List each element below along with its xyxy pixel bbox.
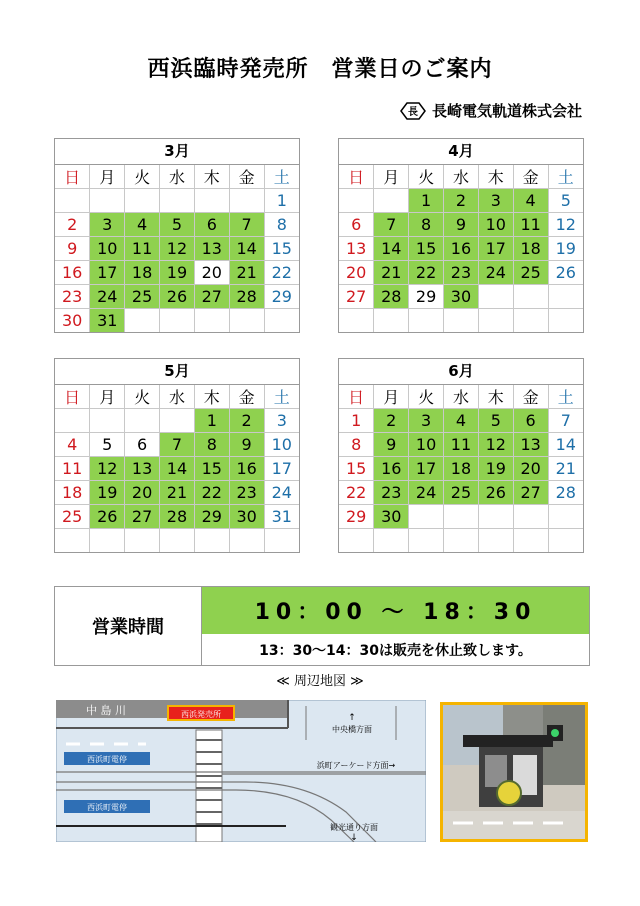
calendar-empty-cell [55,189,90,213]
calendar-empty-cell [264,529,299,553]
calendar-day: 21 [548,457,583,481]
calendar-day: 23 [55,285,90,309]
business-hours-label: 営業時間 [55,587,202,665]
calendar-empty-cell [90,529,125,553]
calendar-day: 29 [264,285,299,309]
calendar-empty-cell [513,529,548,553]
calendar-june [338,358,584,553]
calendar-empty-cell [513,285,548,309]
calendar-empty-cell [548,285,583,309]
calendar-day: 18 [513,237,548,261]
calendar-empty-cell [374,309,409,333]
calendar-empty-cell [160,409,195,433]
calendar-empty-cell [444,309,479,333]
calendar-day: 8 [264,213,299,237]
weekday-header: 土 [548,165,583,189]
calendar-day: 17 [90,261,125,285]
calendar-day: 23 [374,481,409,505]
calendar-day: 6 [513,409,548,433]
svg-text:↑: ↑ [348,713,356,723]
weekday-header: 日 [339,165,374,189]
shop-label: 西浜発売所 [181,710,221,719]
calendar-day: 2 [55,213,90,237]
calendar-empty-cell [160,309,195,333]
calendar-day: 27 [513,481,548,505]
calendar-empty-cell [229,529,264,553]
svg-text:西浜町電停: 西浜町電停 [87,803,127,812]
calendar-day: 16 [444,237,479,261]
weekday-header: 日 [55,165,90,189]
calendar-day: 29 [194,505,229,529]
calendar-empty-cell [339,309,374,333]
calendar-day: 5 [548,189,583,213]
calendar-day: 20 [339,261,374,285]
calendar-day: 22 [264,261,299,285]
calendar-day: 23 [229,481,264,505]
calendar-day: 15 [339,457,374,481]
page-title: 西浜臨時発売所 営業日のご案内 [147,57,493,82]
calendar-empty-cell [444,529,479,553]
calendar-day: 6 [125,433,160,457]
calendar-empty-cell [478,285,513,309]
calendar-day: 16 [374,457,409,481]
area-map [56,700,426,842]
weekday-header: 金 [513,385,548,409]
calendar-day: 11 [444,433,479,457]
calendar-day: 27 [194,285,229,309]
calendar-day: 19 [548,237,583,261]
calendar-day: 5 [160,213,195,237]
calendar-empty-cell [194,189,229,213]
calendar-empty-cell [374,529,409,553]
weekday-header: 月 [90,385,125,409]
calendar-empty-cell [125,189,160,213]
calendar-day: 15 [264,237,299,261]
calendar-day: 20 [513,457,548,481]
company-name-text: 長崎電気軌道株式会社 [431,102,582,120]
calendar-day: 12 [160,237,195,261]
calendar-empty-cell [548,529,583,553]
calendar-empty-cell [339,529,374,553]
calendar-empty-cell [264,309,299,333]
calendar-day: 20 [194,261,229,285]
calendar-day: 2 [444,189,479,213]
calendar-empty-cell [90,189,125,213]
weekday-header: 水 [444,165,479,189]
weekday-header: 火 [409,165,444,189]
calendar-empty-cell [90,409,125,433]
mascot-icon [497,781,521,805]
calendar-day: 14 [160,457,195,481]
calendar-march [54,138,300,333]
calendar-day: 12 [548,213,583,237]
business-hours [54,586,590,666]
calendar-day: 21 [229,261,264,285]
calendar-day: 10 [90,237,125,261]
company-name [400,100,582,121]
calendar-empty-cell [478,529,513,553]
calendar-day: 26 [548,261,583,285]
weekday-header: 土 [264,385,299,409]
weekday-header: 日 [55,385,90,409]
calendar-day: 30 [444,285,479,309]
calendar-day: 24 [409,481,444,505]
company-logo-icon [400,102,426,120]
calendar-day: 17 [264,457,299,481]
calendar-day: 1 [264,189,299,213]
calendar-day: 27 [125,505,160,529]
calendar-day: 25 [55,505,90,529]
calendar-day: 11 [125,237,160,261]
calendar-day: 7 [374,213,409,237]
calendar-day: 16 [229,457,264,481]
calendar-empty-cell [160,189,195,213]
calendar-day: 1 [194,409,229,433]
calendar-day: 3 [264,409,299,433]
weekday-header: 月 [90,165,125,189]
calendar-day: 10 [264,433,299,457]
calendar-day: 30 [374,505,409,529]
calendar-day: 27 [339,285,374,309]
calendar-day: 12 [90,457,125,481]
shop-photo [440,702,588,842]
calendar-day: 14 [374,237,409,261]
calendar-day: 8 [409,213,444,237]
calendar-day: 26 [160,285,195,309]
calendar-day: 29 [409,285,444,309]
calendar-day: 20 [125,481,160,505]
calendar-month-title: 4月 [339,139,583,165]
calendar-day: 18 [125,261,160,285]
calendar-day: 3 [478,189,513,213]
svg-text:長: 長 [407,106,418,118]
weekday-header: 火 [125,385,160,409]
calendar-day: 25 [125,285,160,309]
calendar-day: 15 [194,457,229,481]
calendar-day: 15 [409,237,444,261]
weekday-header: 木 [194,165,229,189]
calendar-day: 28 [374,285,409,309]
calendar-empty-cell [194,309,229,333]
weekday-header: 月 [374,165,409,189]
calendar-day: 10 [409,433,444,457]
calendar-day: 4 [55,433,90,457]
calendar-empty-cell [125,309,160,333]
weekday-header: 木 [194,385,229,409]
calendar-empty-cell [548,505,583,529]
calendar-day: 9 [229,433,264,457]
calendar-day: 30 [229,505,264,529]
calendar-day: 24 [264,481,299,505]
calendar-day: 1 [409,189,444,213]
calendar-day: 18 [444,457,479,481]
calendar-day: 31 [264,505,299,529]
calendar-month-title: 3月 [55,139,299,165]
calendar-day: 3 [90,213,125,237]
river-label: 中 島 川 [86,704,126,717]
calendar-day: 18 [55,481,90,505]
weekday-header: 火 [409,385,444,409]
calendar-day: 17 [409,457,444,481]
svg-text:観光通り方面: 観光通り方面 [330,823,378,832]
calendar-day: 21 [160,481,195,505]
calendar-empty-cell [160,529,195,553]
calendar-day: 8 [339,433,374,457]
calendar-day: 13 [194,237,229,261]
calendar-day: 7 [548,409,583,433]
weekday-header: 日 [339,385,374,409]
calendar-day: 13 [125,457,160,481]
calendar-day: 22 [194,481,229,505]
svg-text:中央橋方面: 中央橋方面 [332,725,372,734]
weekday-header: 水 [160,165,195,189]
weekday-header: 水 [160,385,195,409]
calendar-day: 4 [444,409,479,433]
calendar-empty-cell [229,189,264,213]
calendar-day: 7 [160,433,195,457]
calendar-empty-cell [444,505,479,529]
calendar-day: 10 [478,213,513,237]
calendar-day: 22 [339,481,374,505]
calendar-day: 13 [513,433,548,457]
svg-text:西浜町電停: 西浜町電停 [87,755,127,764]
weekday-header: 土 [548,385,583,409]
weekday-header: 金 [513,165,548,189]
calendar-day: 28 [548,481,583,505]
business-hours-note: 13：30～14：30は販売を休止致します。 [259,642,532,659]
calendar-day: 19 [90,481,125,505]
weekday-header: 土 [264,165,299,189]
calendar-empty-cell [513,505,548,529]
calendar-day: 6 [339,213,374,237]
weekday-header: 金 [229,385,264,409]
calendar-day: 26 [90,505,125,529]
calendar-empty-cell [55,409,90,433]
calendar-day: 17 [478,237,513,261]
map-heading: ≪ 周辺地図 ≫ [276,674,364,689]
calendar-empty-cell [339,189,374,213]
weekday-header: 金 [229,165,264,189]
calendar-day: 5 [478,409,513,433]
calendar-day: 23 [444,261,479,285]
calendar-day: 3 [409,409,444,433]
calendar-day: 24 [478,261,513,285]
calendar-day: 6 [194,213,229,237]
calendar-day: 26 [478,481,513,505]
calendar-day: 2 [374,409,409,433]
business-hours-time: 10：00 ～ 18：30 [202,587,589,634]
calendar-day: 25 [444,481,479,505]
calendar-day: 28 [229,285,264,309]
calendar-empty-cell [125,409,160,433]
calendar-april [338,138,584,333]
calendar-day: 21 [374,261,409,285]
calendar-day: 13 [339,237,374,261]
calendar-day: 1 [339,409,374,433]
calendar-day: 24 [90,285,125,309]
svg-text:浜町アーケード方面→: 浜町アーケード方面→ [316,761,396,770]
calendar-empty-cell [548,309,583,333]
calendar-empty-cell [229,309,264,333]
calendar-day: 7 [229,213,264,237]
calendar-empty-cell [409,309,444,333]
calendar-day: 30 [55,309,90,333]
calendar-day: 4 [513,189,548,213]
calendar-day: 29 [339,505,374,529]
weekday-header: 月 [374,385,409,409]
calendar-day: 14 [548,433,583,457]
calendar-empty-cell [374,189,409,213]
calendar-day: 8 [194,433,229,457]
weekday-header: 木 [478,165,513,189]
svg-text:↓: ↓ [350,833,358,842]
calendar-empty-cell [55,529,90,553]
calendar-day: 14 [229,237,264,261]
calendar-empty-cell [194,529,229,553]
calendar-month-title: 5月 [55,359,299,385]
weekday-header: 木 [478,385,513,409]
calendar-day: 4 [125,213,160,237]
calendar-month-title: 6月 [339,359,583,385]
calendar-empty-cell [125,529,160,553]
calendar-empty-cell [513,309,548,333]
weekday-header: 水 [444,385,479,409]
calendar-day: 25 [513,261,548,285]
calendar-empty-cell [409,529,444,553]
calendar-day: 19 [160,261,195,285]
calendar-day: 22 [409,261,444,285]
calendar-day: 11 [55,457,90,481]
calendar-day: 9 [444,213,479,237]
calendar-day: 9 [55,237,90,261]
calendar-day: 11 [513,213,548,237]
calendar-may [54,358,300,553]
calendar-day: 9 [374,433,409,457]
calendar-day: 28 [160,505,195,529]
calendar-day: 31 [90,309,125,333]
calendar-empty-cell [478,505,513,529]
calendar-day: 12 [478,433,513,457]
calendar-day: 16 [55,261,90,285]
calendar-empty-cell [478,309,513,333]
weekday-header: 火 [125,165,160,189]
calendar-day: 2 [229,409,264,433]
calendar-empty-cell [409,505,444,529]
calendar-day: 5 [90,433,125,457]
calendar-day: 19 [478,457,513,481]
